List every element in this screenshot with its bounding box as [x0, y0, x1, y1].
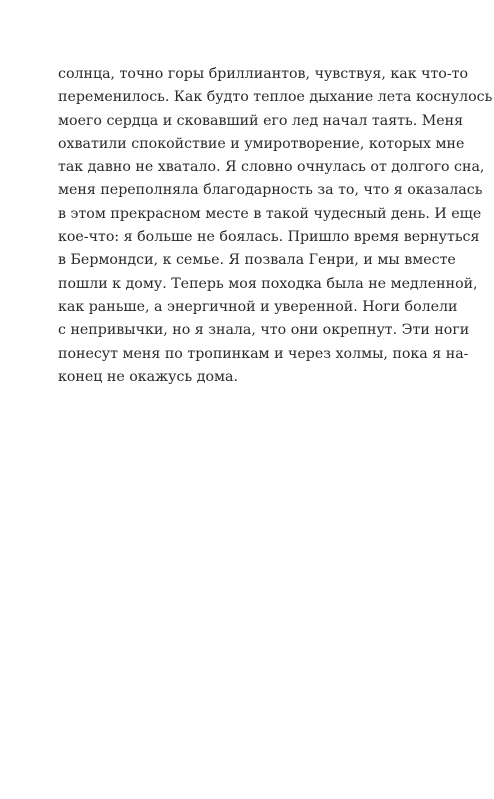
- text-line: конец не окажусь дома.: [58, 368, 238, 385]
- text-line: моего сердца и сковавший его лед начал таять. Меня: [58, 112, 464, 129]
- text-line: солнца, точно горы бриллиантов, чувствуя, как что-то: [58, 66, 469, 82]
- text-line: охватили спокойствие и умиротворение, которых мне: [58, 135, 465, 152]
- text-line: кое-что: я больше не боялась. Пришло время вернуться: [58, 229, 480, 246]
- text-line: так давно не хватало. Я словно очнулась от долгого сна,: [58, 159, 485, 176]
- text-line: пошли к дому. Теперь моя походка была не медленной,: [58, 275, 478, 292]
- text-line: в Бермондси, к семье. Я позвала Генри, и мы вместе: [58, 252, 456, 269]
- text-line: понесут меня по тропинкам и через холмы, пока я на-: [58, 345, 469, 362]
- body-paragraph: [58, 63, 493, 389]
- text-line: меня переполняла благодарность за то, что я оказалась: [58, 182, 483, 199]
- text-line: как раньше, а энергичной и уверенной. Ноги болели: [58, 298, 458, 315]
- text-line: с непривычки, но я знала, что они окрепнут. Эти ноги: [58, 322, 470, 339]
- text-line: в этом прекрасном месте в такой чудесный день. И еще: [58, 205, 482, 222]
- text-line: переменилось. Как будто теплое дыхание лета коснулось: [58, 89, 493, 106]
